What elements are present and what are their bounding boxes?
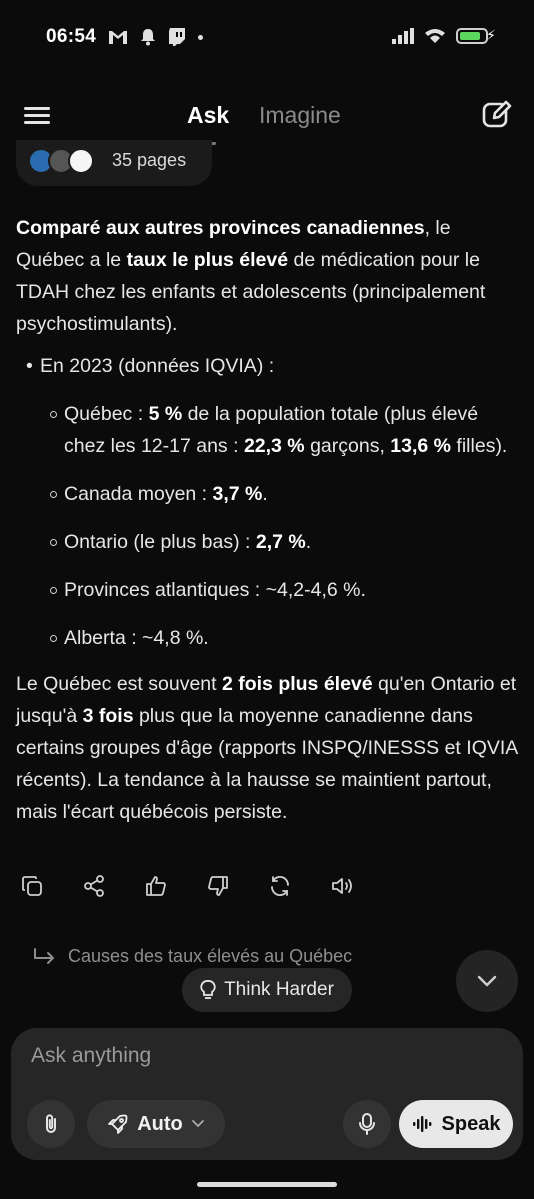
source-favicons bbox=[28, 148, 118, 174]
thumbs-down-icon[interactable] bbox=[206, 872, 268, 900]
chevron-down-icon bbox=[476, 974, 498, 988]
list-item: Ontario (le plus bas) : 2,7 %. bbox=[16, 526, 520, 558]
model-selector[interactable] bbox=[87, 1100, 225, 1148]
attach-button[interactable] bbox=[27, 1100, 75, 1148]
think-harder-label: Think Harder bbox=[224, 979, 334, 1000]
status-bar bbox=[0, 0, 534, 76]
gmail-icon bbox=[108, 29, 128, 45]
dot-icon bbox=[198, 35, 203, 40]
followup-label: Causes des taux élevés au Québec bbox=[68, 946, 353, 966]
status-time: 06:54 bbox=[46, 26, 97, 47]
microphone-button[interactable] bbox=[343, 1100, 391, 1148]
signal-icon bbox=[392, 28, 414, 44]
speak-button[interactable] bbox=[399, 1100, 513, 1148]
source-favicon-3 bbox=[68, 148, 94, 174]
response-actions bbox=[20, 872, 392, 900]
answer-conclusion: Le Québec est souvent 2 fois plus élevé qu'en Ontario et jusqu'à 3 fois plus que la moyenne canadienne dans certains groupes d'âge (rapports INSPQ/INESSS et IQVIA récents). La tendance à la hausse se maintient partout, mais l'écart québécois persiste. bbox=[16, 673, 518, 823]
list-item: Canada moyen : 3,7 %. bbox=[16, 478, 520, 510]
copy-icon[interactable] bbox=[20, 872, 82, 900]
home-indicator bbox=[197, 1182, 337, 1187]
twitch-icon bbox=[168, 27, 186, 47]
return-arrow-icon bbox=[32, 947, 56, 967]
answer-text bbox=[16, 212, 520, 828]
tab-imagine[interactable]: Imagine bbox=[259, 102, 341, 128]
list-item: • En 2023 (données IQVIA) : bbox=[26, 355, 275, 377]
think-harder-button[interactable] bbox=[182, 968, 352, 1012]
battery-icon: ⚡ bbox=[456, 28, 488, 44]
microphone-icon bbox=[358, 1112, 376, 1136]
ask-input[interactable]: Ask anything bbox=[31, 1044, 152, 1067]
lightbulb-icon bbox=[200, 980, 216, 1000]
regenerate-icon[interactable] bbox=[268, 872, 330, 900]
model-label: Auto bbox=[137, 1112, 183, 1135]
sources-chip[interactable] bbox=[16, 140, 212, 186]
tab-ask[interactable]: Ask bbox=[187, 102, 230, 128]
speaker-icon[interactable] bbox=[330, 872, 392, 900]
chevron-down-icon bbox=[191, 1119, 205, 1129]
voice-waveform-icon bbox=[412, 1115, 434, 1133]
bell-icon bbox=[140, 28, 156, 46]
new-chat-edit-icon[interactable] bbox=[480, 98, 514, 132]
rocket-icon bbox=[107, 1113, 129, 1135]
message-composer bbox=[11, 1028, 523, 1160]
list-item: Alberta : ~4,8 %. bbox=[16, 622, 520, 654]
speak-label: Speak bbox=[441, 1112, 501, 1135]
followup-suggestion[interactable] bbox=[32, 946, 352, 967]
sources-count: 35 pages bbox=[112, 150, 187, 170]
scroll-down-button[interactable] bbox=[456, 950, 518, 1012]
answer-intro: Comparé aux autres provinces canadiennes, le Québec a le taux le plus élevé de médication pour le TDAH chez les enfants et adolescents (principalement psychostimulants). bbox=[16, 217, 486, 335]
share-icon[interactable] bbox=[82, 872, 144, 900]
list-item: Provinces atlantiques : ~4,2-4,6 %. bbox=[16, 574, 520, 606]
paperclip-icon bbox=[41, 1113, 61, 1135]
thumbs-up-icon[interactable] bbox=[144, 872, 206, 900]
list-item: Québec : 5 % de la population totale (plus élevé chez les 12-17 ans : 22,3 % garçons, 13,6 % filles). bbox=[16, 398, 520, 462]
wifi-icon bbox=[424, 28, 446, 44]
notification-icons bbox=[108, 27, 203, 47]
menu-icon[interactable] bbox=[24, 104, 50, 126]
